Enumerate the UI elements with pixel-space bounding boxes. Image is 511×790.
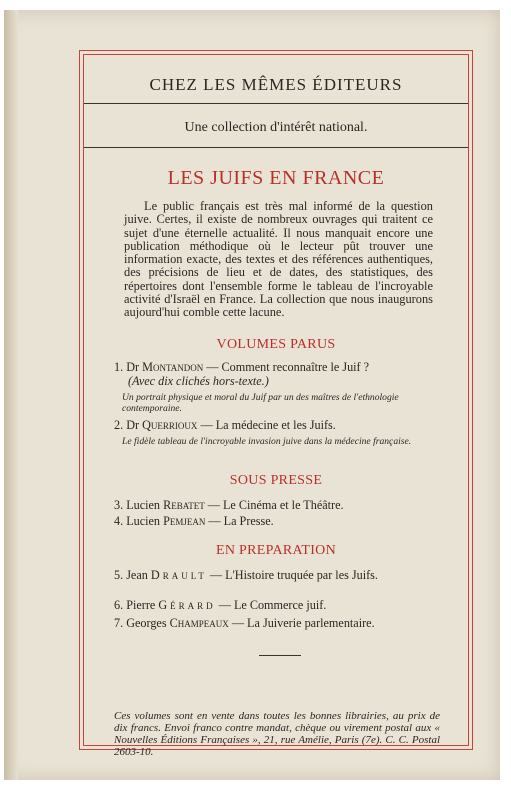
entry-author: Champeaux: [169, 616, 229, 630]
entry-title: — Le Commerce juif.: [218, 598, 327, 612]
entry-title: — Le Cinéma et le Théâtre.: [207, 498, 344, 512]
section-sous-presse: SOUS PRESSE: [229, 473, 323, 488]
entry-num: 5. Jean: [114, 568, 148, 582]
entry-num: 3. Lucien: [114, 498, 161, 512]
entry-author: Querrioux: [142, 418, 198, 432]
inner-border: [83, 54, 469, 758]
footer-note: Ces volumes sont en vente dans toutes les bonnes librairies, au prix de dix francs. Envoi franco contre mandat, chèque ou virement postal aux « Nouvelles Éditions Françaises », 21, rue Amélie, Paris (7e). C. C. Postal 2603-10.: [114, 710, 440, 758]
entry-title: — La médecine et les Juifs.: [200, 418, 336, 432]
entry-title: — La Juiverie parlementaire.: [231, 616, 375, 630]
section-en-preparation: EN PREPARATION: [216, 543, 336, 558]
entry-num: 6. Pierre: [114, 598, 156, 612]
divider-subtitle: [84, 147, 468, 148]
entry-author: Montandon: [142, 360, 204, 374]
entry-author: Gérard: [158, 598, 216, 612]
list-item-5: [114, 569, 438, 583]
divider-small: [259, 655, 301, 656]
list-item-7: [114, 617, 438, 631]
entry-author: Drault: [150, 568, 207, 582]
book-back-cover: [4, 10, 500, 780]
list-item-2: [114, 419, 438, 433]
list-item-4: [114, 515, 438, 529]
entry-author: Pemjean: [163, 514, 206, 528]
entry-num: 7. Georges: [114, 616, 167, 630]
entry-note-1: Un portrait physique et moral du Juif par un des maîtres de l'ethnologie contemporaine.: [122, 392, 399, 414]
list-item-1: [114, 361, 438, 388]
entry-title: — Comment reconnaître le Juif ?: [206, 360, 370, 374]
entry-author: Rebatet: [163, 498, 205, 512]
red-border-frame: [79, 50, 473, 758]
publisher-heading: CHEZ LES MÊMES ÉDITEURS: [149, 75, 403, 94]
entry-num: 2. Dr: [114, 418, 140, 432]
entry-subtitle: (Avec dix clichés hors-texte.): [128, 373, 269, 388]
collection-title: LES JUIFS EN FRANCE: [167, 167, 385, 189]
collection-subtitle: Une collection d'intérêt national.: [184, 120, 368, 135]
entry-title: — L'Histoire truquée par les Juifs.: [209, 568, 378, 582]
intro-paragraph: Le public français est très mal informé de la question juive. Certes, il existe de nombreux ouvrages qui traitent ce sujet d'une éternelle actualité. Il nous manquait encore une publication méthodique où le lecteur pût trouver une information exacte, des textes et des références authentiques, des précisions de lieu et de dates, des statistiques, des répertoires dont l'ensemble forme le tableau de l'incroyable activité d'Israël en France. La collection que nous inaugurons aujourd'hui comble cette lacune.: [124, 199, 433, 320]
divider-top: [84, 103, 468, 104]
entry-title: — La Presse.: [208, 514, 274, 528]
entry-note-2: Le fidèle tableau de l'incroyable invasion juive dans la médecine française.: [122, 436, 412, 447]
list-item-6: [114, 599, 438, 613]
list-item-3: [114, 499, 438, 513]
entry-num: 4. Lucien: [114, 514, 161, 528]
section-volumes-parus: VOLUMES PARUS: [216, 337, 336, 352]
entry-num: 1. Dr: [114, 360, 140, 374]
book-spine-edge: [4, 10, 18, 780]
